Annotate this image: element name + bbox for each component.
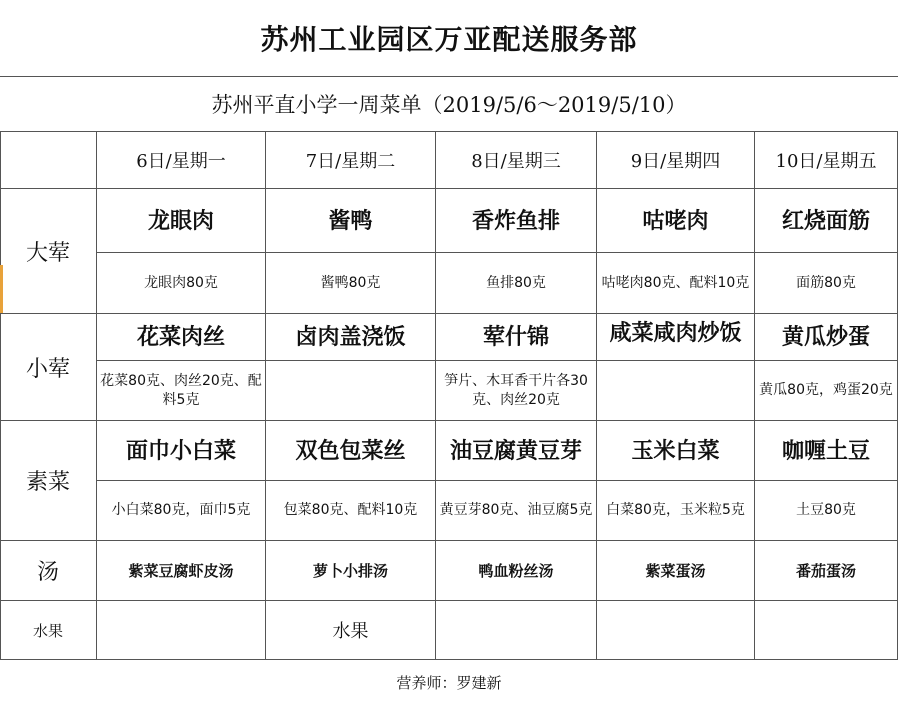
day-header: 10日/星期五 [755, 132, 898, 189]
soup-name: 紫菜蛋汤 [597, 541, 755, 601]
dish-detail: 小白菜80克，面巾5克 [97, 481, 266, 541]
soup-name: 紫菜豆腐虾皮汤 [97, 541, 266, 601]
dish-detail: 鱼排80克 [436, 253, 597, 314]
category-label-su-cai: 素菜 [0, 421, 97, 541]
category-label-tang: 汤 [0, 541, 97, 601]
dish-name: 油豆腐黄豆芽 [436, 421, 597, 481]
dish-name: 酱鸭 [266, 189, 436, 253]
dish-detail: 咕咾肉80克、配料10克 [597, 253, 755, 314]
category-label-shui-guo: 水果 [0, 601, 97, 660]
dish-name: 卤肉盖浇饭 [266, 314, 436, 361]
dish-detail: 龙眼肉80克 [97, 253, 266, 314]
day-header: 9日/星期四 [597, 132, 755, 189]
fruit-cell [755, 601, 898, 660]
soup-name: 鸭血粉丝汤 [436, 541, 597, 601]
corner-cell [0, 132, 97, 189]
category-label-da-hun: 大荤 [0, 189, 97, 314]
soup-name: 萝卜小排汤 [266, 541, 436, 601]
dish-detail [266, 361, 436, 421]
dish-name: 红烧面筋 [755, 189, 898, 253]
category-label-xiao-hun: 小荤 [0, 314, 97, 421]
dish-detail: 黄豆芽80克、油豆腐5克 [436, 481, 597, 541]
dish-name: 咸菜咸肉炒饭 [597, 314, 755, 361]
dish-name: 龙眼肉 [97, 189, 266, 253]
dish-detail: 白菜80克，玉米粒5克 [597, 481, 755, 541]
dish-name: 双色包菜丝 [266, 421, 436, 481]
fruit-cell [597, 601, 755, 660]
dish-name: 玉米白菜 [597, 421, 755, 481]
dish-name: 黄瓜炒蛋 [755, 314, 898, 361]
fruit-cell: 水果 [266, 601, 436, 660]
dish-name: 咕咾肉 [597, 189, 755, 253]
nutritionist-footer: 营养师：罗建新 [396, 673, 502, 692]
dish-name: 花菜肉丝 [97, 314, 266, 361]
day-header: 6日/星期一 [97, 132, 266, 189]
dish-detail: 面筋80克 [755, 253, 898, 314]
dish-detail [597, 361, 755, 421]
company-title: 苏州工业园区万亚配送服务部 [0, 0, 898, 77]
dish-name: 香炸鱼排 [436, 189, 597, 253]
dish-detail: 花菜80克、肉丝20克、配料5克 [97, 361, 266, 421]
dish-name: 荤什锦 [436, 314, 597, 361]
fruit-cell [436, 601, 597, 660]
dish-detail: 酱鸭80克 [266, 253, 436, 314]
dish-detail: 黄瓜80克，鸡蛋20克 [755, 361, 898, 421]
dish-name: 面巾小白菜 [97, 421, 266, 481]
dish-detail: 笋片、木耳香干片各30克、肉丝20克 [436, 361, 597, 421]
soup-name: 番茄蛋汤 [755, 541, 898, 601]
day-header: 8日/星期三 [436, 132, 597, 189]
dish-name: 咖喱土豆 [755, 421, 898, 481]
dish-detail: 包菜80克、配料10克 [266, 481, 436, 541]
day-header: 7日/星期二 [266, 132, 436, 189]
dish-detail: 土豆80克 [755, 481, 898, 541]
menu-subtitle: 苏州平直小学一周菜单（2019/5/6～2019/5/10） [0, 77, 898, 132]
fruit-cell [97, 601, 266, 660]
